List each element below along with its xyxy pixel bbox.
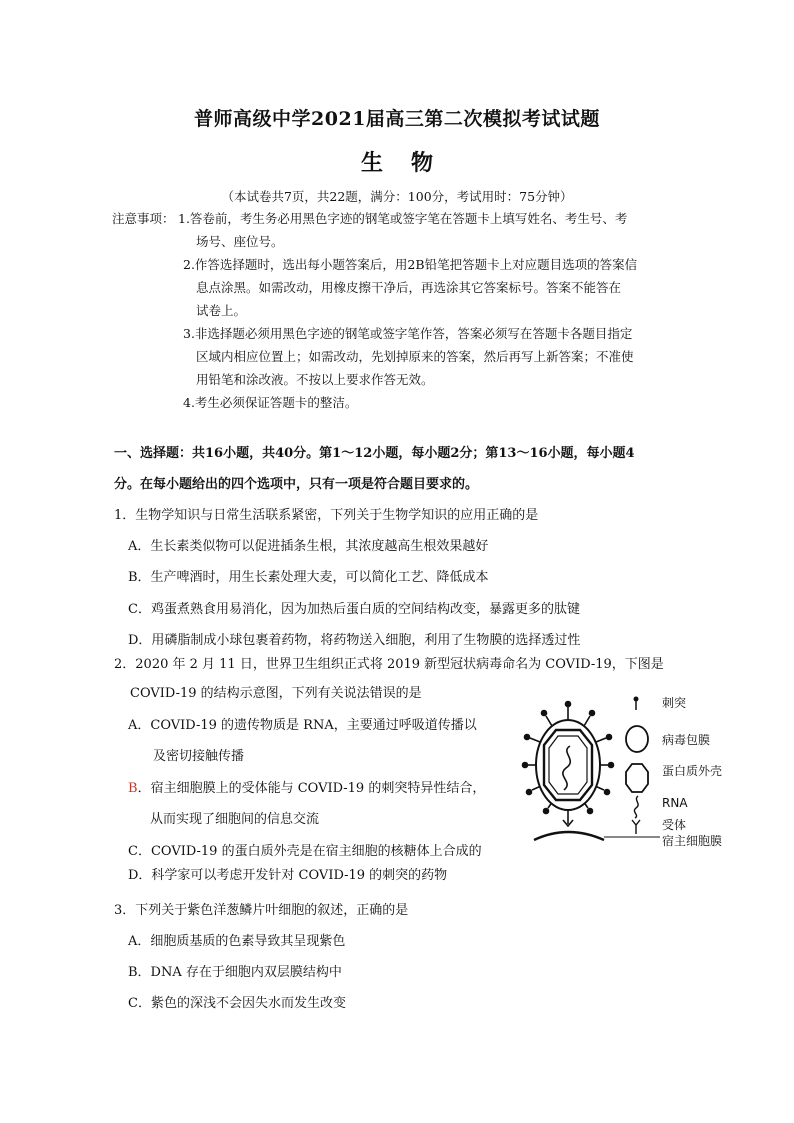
notice-item-1-line-1: 1.答卷前，考生务必用黑色字迹的钢笔或签字笔在答题卡上填写姓名、考生号、考 bbox=[178, 211, 628, 226]
capsid-icon bbox=[626, 764, 648, 792]
legend-capsid-label: 蛋白质外壳 bbox=[662, 764, 723, 778]
legend-symbols bbox=[624, 694, 654, 834]
question-2-option-a-line-1: A．COVID-19 的遗传物质是 RNA，主要通过呼吸道传播以 bbox=[128, 718, 477, 733]
notice-item-3-line-3: 用铅笔和涂改液。不按以上要求作答无效。 bbox=[196, 372, 434, 387]
question-2-option-d: D．科学家可以考虑开发针对 COVID-19 的刺突的药物 bbox=[128, 868, 448, 883]
receptor-icon bbox=[632, 820, 640, 834]
question-2-option-b-text: ．宿主细胞膜上的受体能与 COVID-19 的刺突特异性结合， bbox=[137, 781, 486, 796]
exam-title: 普师高级中学2021届高三第二次模拟考试试题 bbox=[194, 108, 600, 130]
host-membrane-curve bbox=[534, 832, 604, 840]
legend-rna-label: RNA bbox=[662, 796, 688, 810]
spike-icon bbox=[634, 697, 639, 711]
subject-title: 生物 bbox=[360, 150, 461, 176]
legend-membrane-label: 宿主细胞膜 bbox=[662, 834, 723, 848]
question-2-stem-line-1: 2．2020 年 2 月 11 日，世界卫生组织正式将 2019 新型冠状病毒命名为 COVID-19，下图是 bbox=[114, 657, 664, 672]
question-1-option-a: A．生长素类似物可以促进插条生根，其浓度越高生根效果越好 bbox=[128, 539, 489, 554]
virus-particle bbox=[523, 702, 614, 827]
section-heading-line-2: 分。在每小题给出的四个选项中，只有一项是符合题目要求的。 bbox=[114, 477, 479, 492]
rna-icon bbox=[634, 796, 638, 818]
notice-item-2-line-3: 试卷上。 bbox=[196, 303, 247, 318]
notice-item-4-line-1: 4.考生必须保证答题卡的整洁。 bbox=[183, 395, 358, 410]
question-2-stem-line-2: COVID-19 的结构示意图，下列有关说法错误的是 bbox=[130, 686, 422, 701]
question-2-option-b-line-2: 从而实现了细胞间的信息交流 bbox=[150, 812, 320, 827]
notice-item-3-line-2: 区域内相应位置上；如需改动，先划掉原来的答案，然后再写上新答案；不准使 bbox=[196, 349, 634, 364]
legend-spike-label: 刺突 bbox=[662, 696, 687, 710]
question-2-option-b-line-1 bbox=[128, 777, 485, 796]
notice-item-2-line-2: 息点涂黑。如需改动，用橡皮擦干净后，再选涂其它答案标号。答案不能答在 bbox=[196, 280, 622, 295]
question-1-stem: 1．生物学知识与日常生活联系紧密，下列关于生物学知识的应用正确的是 bbox=[114, 508, 539, 523]
question-3-option-c: C．紫色的深浅不会因失水而发生改变 bbox=[128, 996, 346, 1011]
legend-receptor-label: 受体 bbox=[662, 818, 687, 832]
question-2-option-b-letter: B bbox=[128, 781, 138, 796]
notice-item-3-line-1: 3.非选择题必须用黑色字迹的钢笔或签字笔作答，答案必须写在答题卡各题目指定 bbox=[183, 326, 633, 341]
legend-envelope-label: 病毒包膜 bbox=[662, 733, 711, 747]
question-2-option-a-line-2: 及密切接触传播 bbox=[153, 749, 245, 764]
notice-label: 注意事项： bbox=[112, 211, 175, 226]
question-3-stem: 3．下列关于紫色洋葱鳞片叶细胞的叙述，正确的是 bbox=[114, 903, 409, 918]
notice-item-2-line-1: 2.作答选择题时，选出每小题答案后，用2B铅笔把答题卡上对应题目选项的答案信 bbox=[183, 257, 638, 272]
question-3-option-b: B．DNA 存在于细胞内双层膜结构中 bbox=[128, 965, 342, 980]
question-1-option-d: D．用磷脂制成小球包裹着药物，将药物送入细胞，利用了生物膜的选择透过性 bbox=[128, 633, 581, 648]
notice-item-1-line-2: 场号、座位号。 bbox=[196, 234, 284, 249]
exam-info: （本试卷共7页，共22题，满分：100分，考试用时：75分钟） bbox=[221, 189, 573, 204]
question-1-option-b: B．生产啤酒时，用生长素处理大麦，可以简化工艺、降低成本 bbox=[128, 570, 489, 585]
question-1-option-c: C．鸡蛋煮熟食用易消化，因为加热后蛋白质的空间结构改变，暴露更多的肽键 bbox=[128, 602, 580, 617]
section-heading-line-1: 一、选择题：共16小题，共40分。第1～12小题，每小题2分；第13～16小题，每小题4 bbox=[114, 446, 635, 461]
question-2-option-c: C．COVID-19 的蛋白质外壳是在宿主细胞的核糖体上合成的 bbox=[128, 844, 482, 859]
envelope-icon bbox=[626, 726, 648, 752]
question-3-option-a: A．细胞质基质的色素导致其呈现紫色 bbox=[128, 934, 346, 949]
